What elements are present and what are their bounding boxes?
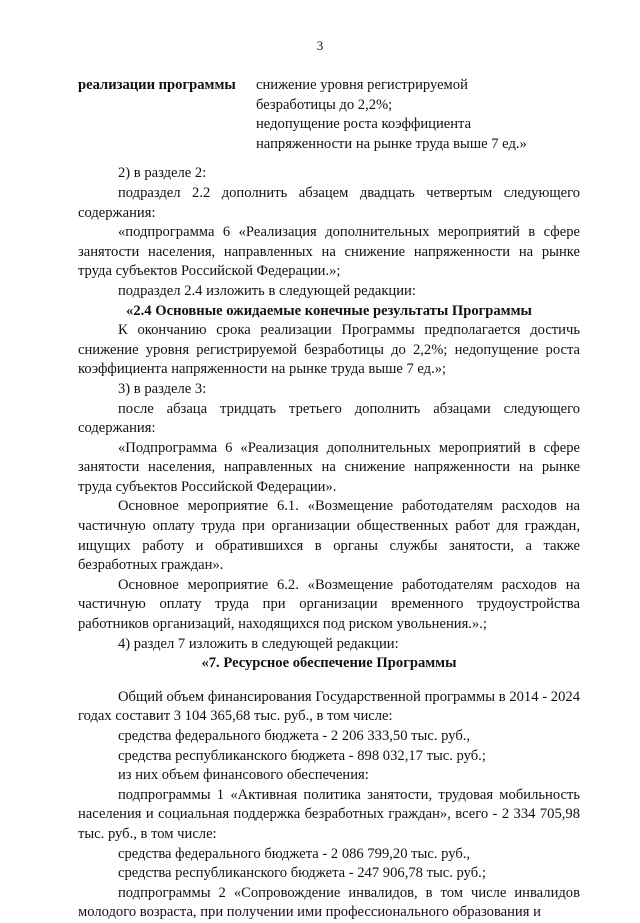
- paragraph: подраздел 2.4 изложить в следующей редакции:: [118, 282, 416, 299]
- paragraph: из них объем финансового обеспечения:: [118, 767, 369, 784]
- document-body: [78, 76, 580, 923]
- definition-line: снижение уровня регистрируемой: [256, 77, 468, 93]
- row-term: реализации программы: [78, 77, 236, 93]
- paragraph: 4) раздел 7 изложить в следующей редакции:: [118, 635, 399, 652]
- paragraph: подраздел 2.2 дополнить абзацем двадцать четвертым следующего содержания:: [78, 184, 580, 221]
- paragraph: средства федерального бюджета - 2 086 799,20 тыс. руб.,: [118, 845, 471, 862]
- paragraph: Общий объем финансирования Государственной программы в 2014 - 2024 годах составит 3 104 365,68 тыс. руб., в том числе:: [78, 688, 580, 725]
- paragraph: 2) в разделе 2:: [118, 165, 207, 182]
- page-number: 3: [316, 38, 324, 53]
- paragraph: средства федерального бюджета - 2 206 333,50 тыс. руб.,: [118, 728, 471, 744]
- paragraph: К окончанию срока реализации Программы предполагается достичь снижение уровня регистрируемой безработицы до 2,2%; недопущение роста коэффициента напряженности на рынке труда выше 7 ед.»;: [78, 322, 580, 378]
- results-table-row: [78, 76, 580, 154]
- paragraph: подпрограммы 1 «Активная политика занятости, трудовая мобильность населения и социальная поддержка безработных граждан», всего - 2 334 705,98 тыс. руб., в том числе:: [78, 786, 580, 842]
- row-definition: [256, 76, 580, 154]
- paragraph: средства республиканского бюджета - 898 032,17 тыс. руб.;: [118, 747, 486, 764]
- paragraph: средства республиканского бюджета - 247 906,78 тыс. руб.;: [118, 865, 486, 882]
- paragraph: Основное мероприятие 6.2. «Возмещение работодателям расходов на частичную оплату труда при организации временного трудоустройства работников организаций, находящихся под риском увольнения.».;: [78, 576, 580, 633]
- definition-line: безработицы до 2,2%;: [256, 96, 393, 113]
- paragraph: 3) в разделе 3:: [118, 380, 207, 397]
- paragraph: после абзаца тридцать третьего дополнить абзацами следующего содержания:: [78, 400, 580, 437]
- section-heading: «2.4 Основные ожидаемые конечные результаты Программы: [126, 302, 532, 319]
- definition-line: недопущение роста коэффициента: [256, 116, 472, 133]
- definition-line: напряженности на рынке труда выше 7 ед.»: [256, 135, 527, 152]
- paragraph: подпрограммы 2 «Сопровождение инвалидов, в том числе инвалидов молодого возраста, при получении ими профессионального образования и: [78, 884, 580, 921]
- paragraph: Основное мероприятие 6.1. «Возмещение работодателям расходов на частичную оплату труда при организации общественных работ для граждан, ищущих работу и обратившихся в органы службы занятости, а также безработных граждан».: [78, 498, 580, 574]
- section-heading: «7. Ресурсное обеспечение Программы: [201, 655, 457, 672]
- paragraph: «подпрограмма 6 «Реализация дополнительных мероприятий в сфере занятости населения, направленных на снижение напряженности на рынке труда субъектов Российской Федерации.»;: [78, 224, 580, 280]
- paragraph: «Подпрограмма 6 «Реализация дополнительных мероприятий в сфере занятости населения, направленных на снижение напряженности на рынке труда субъектов Российской Федерации».: [78, 439, 580, 495]
